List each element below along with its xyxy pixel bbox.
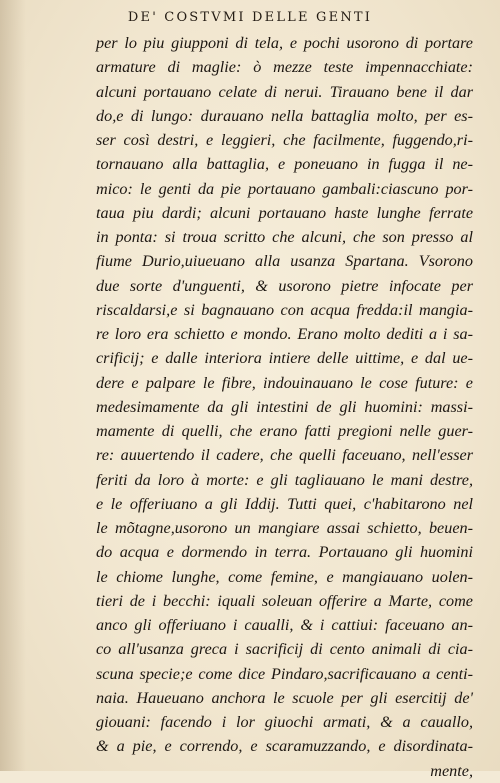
text-line: re loro era schietto e mondo. Erano molto dediti a i sa-: [96, 325, 473, 343]
text-line: re: auuertendo il cadere, che quelli faceuano, nell'esser: [96, 446, 473, 465]
text-line: dere e palpare le fibre, indouinauano le cose future: e: [96, 373, 473, 392]
text-line: mamente di quelli, che erano fatti pregioni nelle guer-: [96, 422, 473, 440]
text-line: mico: le genti da pie portauano gambali:ciascuno por-: [96, 179, 473, 198]
text-line: per lo piu giupponi di tela, e pochi usorono di portare: [96, 34, 473, 52]
text-line: taua piu dardi; alcuni portauano haste lunghe ferrate: [96, 203, 473, 222]
text-line: scuna specie;e come dice Pindaro,sacrificauano a centi-: [96, 664, 473, 683]
text-line: anco gli offeriuano i caualli, & i cattiui: faceuano an-: [96, 616, 473, 634]
text-line: tornauano alla battaglia, e poneuano in fugga il ne-: [96, 155, 473, 174]
text-line: giouani: facendo i lor giuochi armati, & a cauallo,: [96, 713, 473, 731]
text-line: armature di maglie: ò mezze teste impennacchiate:: [96, 58, 473, 77]
text-line: e le offeriuano a gli Iddij. Tutti quei, c'habitarono nel: [96, 494, 473, 513]
text-line: do acqua e dormendo in terra. Portauano gli huomini: [96, 543, 473, 562]
text-line: co all'usanza greca i sacrificij di cento animali di cia-: [96, 640, 473, 659]
text-line: medesimamente da gli intestini de gli huomini: massi-: [96, 397, 473, 416]
body-text: [96, 31, 473, 783]
text-line: tieri de i becchi: iquali soleuan offerire a Marte, come: [96, 591, 473, 610]
text-line: fiume Durio,uiueuano alla usanza Spartana. Vsorono: [96, 252, 473, 271]
text-line: le chiome lunghe, come femine, e mangiauano uolen-: [96, 567, 473, 586]
text-line: naia. Haueuano anchora le scuole per gli esercitij de': [96, 688, 473, 707]
text-line: in ponta: si troua scritto che alcuni, che son presso al: [96, 228, 473, 246]
text-line: ser così destri, e leggieri, che facilmente, fuggendo,ri-: [96, 131, 473, 149]
text-line: due sorte d'unguenti, & usorono pietre infocate per: [96, 276, 473, 295]
text-line: mente,: [430, 761, 473, 780]
running-head: DE' COSTVMI DELLE GENTI: [127, 10, 373, 25]
spine-shadow: [0, 0, 26, 771]
text-line: & a pie, e correndo, e scaramuzzando, e disordinata-: [96, 737, 473, 756]
text-line: crificij; e dalle interiora intiere delle uittime, e dal ue-: [96, 349, 473, 368]
text-line: do,e di lungo: durauano nella battaglia molto, per es-: [96, 106, 473, 125]
text-line: alcuni portauano celate di nerui. Tirauano bene il dar: [96, 82, 473, 101]
text-line: le mõtagne,usorono un mangiare assai schietto, beuen-: [96, 519, 473, 537]
text-line: riscaldarsi,e si bagnauano con acqua fredda:il mangia-: [96, 300, 473, 319]
text-line: feriti da loro à morte: e gli tagliauano le mani destre,: [96, 470, 473, 489]
